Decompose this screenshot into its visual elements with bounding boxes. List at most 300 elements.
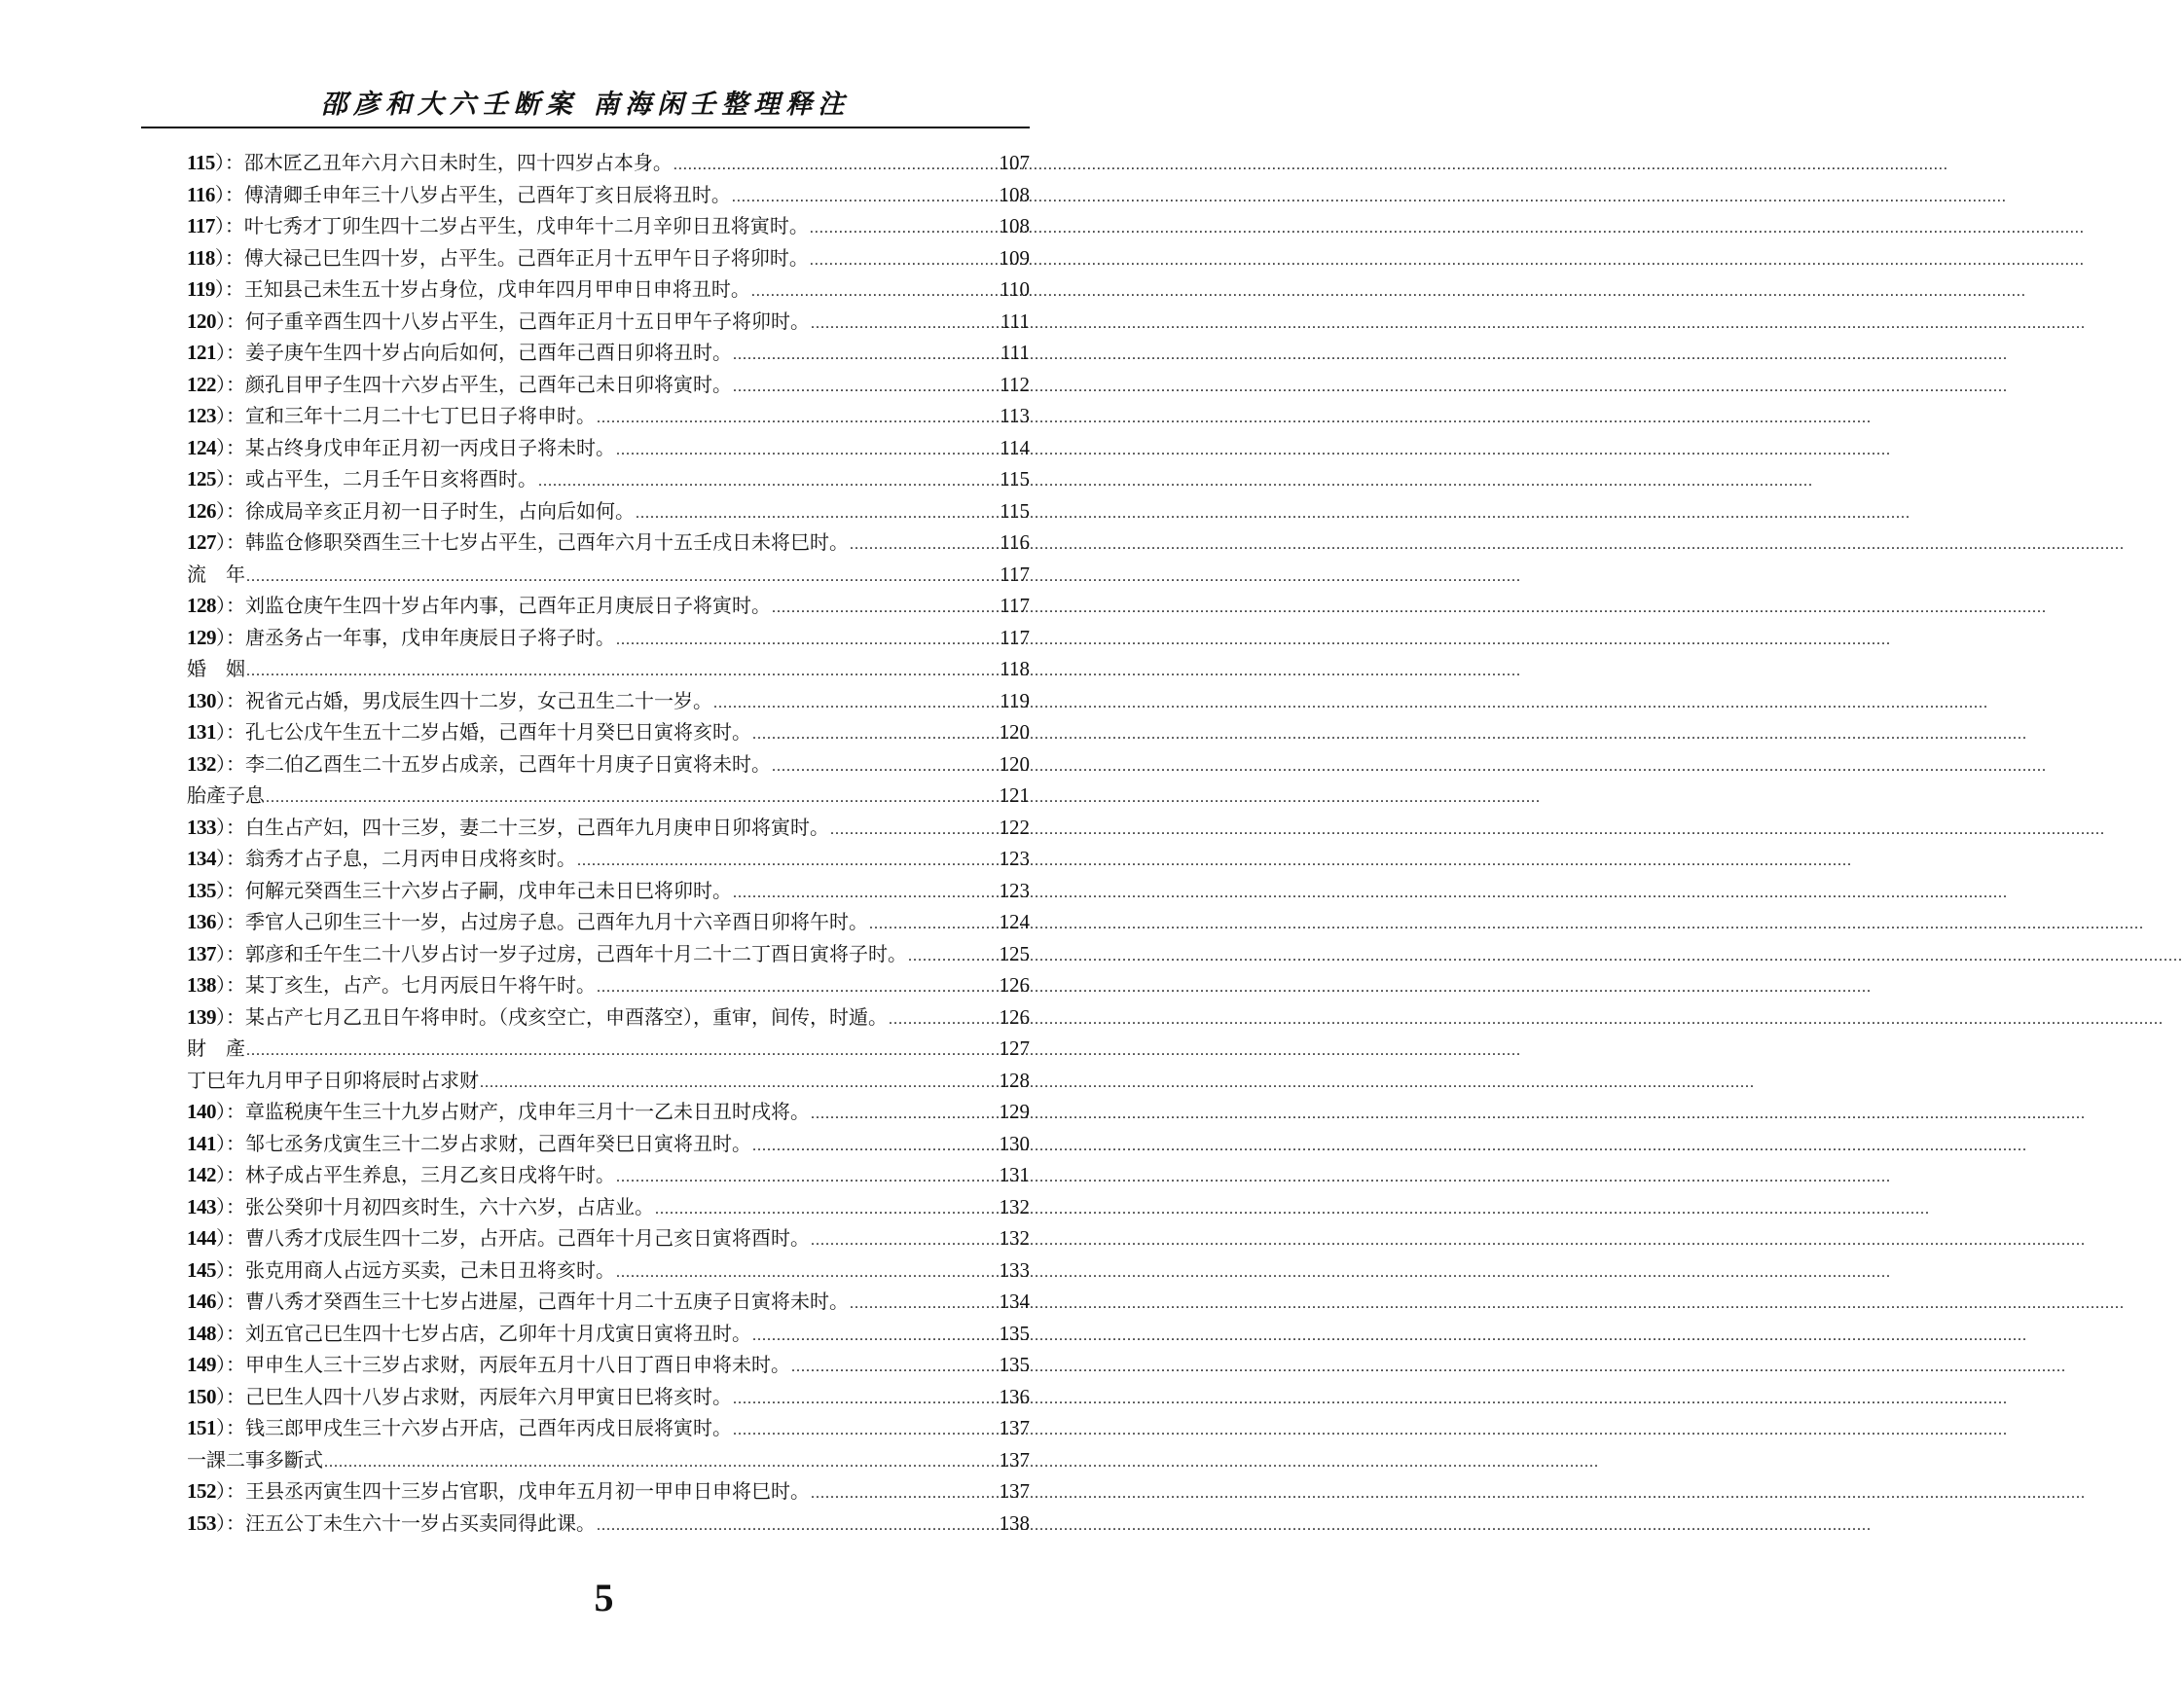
toc-entry-text: 一課二事多斷式 bbox=[187, 1447, 323, 1472]
toc-entry-title bbox=[187, 875, 732, 903]
dot-leader bbox=[830, 821, 999, 839]
toc-entry-title bbox=[187, 273, 750, 302]
toc-entry-page: 138 bbox=[999, 1510, 1030, 1535]
toc-entry-text: 某占产七月乙丑日午将申时。（戌亥空亡，申酉落空），重审，间传，时遁。 bbox=[245, 1004, 888, 1029]
toc-entry-number: 137 bbox=[187, 941, 216, 965]
toc-entry-page: 133 bbox=[999, 1257, 1030, 1282]
toc-entry-text: 丁巳年九月甲子日卯将辰时占求财 bbox=[187, 1068, 479, 1092]
dot-leader bbox=[246, 568, 999, 586]
toc-entry-page: 118 bbox=[1000, 657, 1030, 680]
toc-entry-text: 財 產 bbox=[187, 1036, 245, 1060]
toc-entry-title bbox=[187, 306, 810, 334]
toc-section-heading[interactable] bbox=[187, 1065, 1030, 1097]
toc-entry[interactable] bbox=[187, 432, 1030, 464]
toc-entry-separator: ）： bbox=[216, 1479, 245, 1503]
dot-leader bbox=[811, 1232, 999, 1250]
toc-entry[interactable] bbox=[187, 210, 1030, 242]
toc-entry-title bbox=[187, 210, 809, 238]
toc-entry-separator: ）： bbox=[216, 1100, 245, 1123]
toc-entry-separator: ）： bbox=[216, 309, 245, 333]
toc-entry[interactable] bbox=[187, 337, 1030, 369]
toc-entry-page: 115 bbox=[1000, 467, 1030, 491]
dot-leader bbox=[811, 1485, 999, 1503]
toc-entry[interactable] bbox=[187, 1191, 1030, 1223]
toc-entry-number: 116 bbox=[187, 182, 215, 206]
toc-entry[interactable] bbox=[187, 1001, 1030, 1034]
toc-entry-separator: ）： bbox=[216, 1194, 245, 1218]
toc-entry-text: 流 年 bbox=[187, 562, 245, 586]
dot-leader bbox=[752, 726, 999, 744]
toc-entry-title bbox=[187, 1475, 810, 1504]
toc-entry-separator: ）： bbox=[214, 277, 244, 301]
dot-leader bbox=[908, 948, 999, 965]
toc-entry-title bbox=[187, 622, 615, 650]
toc-entry-page: 113 bbox=[1000, 404, 1030, 427]
toc-entry-text: 汪五公丁未生六十一岁占买卖同得此课。 bbox=[245, 1510, 596, 1535]
toc-entry-text: 曹八秀才戊辰生四十二岁，占开店。己酉年十月己亥日寅将酉时。 bbox=[245, 1226, 810, 1250]
toc-entry-text: 张公癸卯十月初四亥时生，六十六岁，占店业。 bbox=[245, 1194, 654, 1218]
toc-entry[interactable] bbox=[187, 1096, 1030, 1128]
toc-entry-text: 姜子庚午生四十岁占向后如何，己酉年己酉日卯将丑时。 bbox=[245, 341, 732, 364]
toc-entry-number: 138 bbox=[187, 973, 216, 997]
toc-entry-title bbox=[187, 1508, 596, 1536]
toc-entry-title bbox=[187, 400, 596, 428]
toc-entry-page: 137 bbox=[999, 1416, 1030, 1439]
toc-entry-text: 李二伯乙酉生二十五岁占成亲，己酉年十月庚子日寅将未时。 bbox=[245, 751, 771, 776]
toc-entry-text: 何子重辛酉生四十八岁占平生，己酉年正月十五日甲午子将卯时。 bbox=[245, 309, 810, 333]
dot-leader bbox=[732, 189, 999, 206]
toc-entry-page: 117 bbox=[1000, 562, 1030, 586]
toc-entry-page: 126 bbox=[999, 973, 1030, 997]
toc-entry-page: 107 bbox=[999, 151, 1030, 174]
toc-entry[interactable] bbox=[187, 843, 1030, 875]
dot-leader bbox=[850, 1295, 999, 1313]
header-rule bbox=[141, 127, 1030, 128]
toc-entry-separator: ）： bbox=[216, 878, 245, 902]
dot-leader bbox=[772, 758, 999, 776]
toc-entry-text: 张克用商人占远方买卖，己未日丑将亥时。 bbox=[245, 1257, 615, 1282]
toc-entry-text: 己巳生人四十八岁占求财，丙辰年六月甲寅日巳将亥时。 bbox=[245, 1384, 732, 1408]
toc-entry-text: 叶七秀才丁卯生四十二岁占平生，戊申年十二月辛卯日丑将寅时。 bbox=[243, 214, 809, 237]
toc-entry-title bbox=[187, 337, 732, 365]
toc-section-heading[interactable] bbox=[187, 653, 1030, 685]
toc-entry[interactable] bbox=[187, 748, 1030, 781]
toc-entry-number: 134 bbox=[187, 847, 216, 870]
toc-entry-text: 孔七公戊午生五十二岁占婚，己酉年十月癸巳日寅将亥时。 bbox=[245, 720, 751, 744]
toc-entry-number: 144 bbox=[187, 1226, 216, 1250]
toc-entry[interactable] bbox=[187, 273, 1030, 306]
toc-entry-page: 127 bbox=[999, 1036, 1030, 1060]
dot-leader bbox=[733, 885, 999, 902]
toc-entry-page: 137 bbox=[999, 1447, 1030, 1472]
dot-leader bbox=[673, 157, 999, 174]
toc-entry-title bbox=[187, 432, 615, 460]
dot-leader bbox=[791, 1359, 999, 1376]
toc-entry-title bbox=[187, 1254, 615, 1283]
dot-leader bbox=[266, 789, 999, 807]
dot-leader bbox=[869, 916, 999, 933]
toc-entry-page: 131 bbox=[999, 1163, 1030, 1186]
toc-entry-text: 唐丞务占一年事，戊申年庚辰日子将子时。 bbox=[245, 625, 615, 649]
toc-entry-number: 128 bbox=[187, 594, 216, 617]
toc-entry-text: 季官人己卯生三十一岁，占过房子息。己酉年九月十六辛酉日卯将午时。 bbox=[245, 910, 868, 933]
toc-entry-text: 钱三郎甲戌生三十六岁占开店，己酉年丙戌日辰将寅时。 bbox=[245, 1416, 732, 1439]
toc-entry-separator: ）： bbox=[216, 1510, 245, 1535]
toc-entry-title bbox=[187, 242, 809, 271]
toc-entry-title bbox=[187, 1444, 323, 1472]
toc-entry-text: 徐成局辛亥正月初一日子时生，占向后如何。 bbox=[245, 498, 635, 523]
toc-entry-number: 122 bbox=[187, 372, 216, 396]
dot-leader bbox=[597, 1517, 999, 1535]
dot-leader bbox=[752, 1138, 999, 1155]
toc-entry-text: 林子成占平生养息，三月乙亥日戌将午时。 bbox=[245, 1163, 615, 1186]
toc-entry-separator: ）： bbox=[216, 751, 245, 776]
toc-entry[interactable] bbox=[187, 400, 1030, 432]
toc-entry-number: 152 bbox=[187, 1479, 216, 1503]
toc-entry-text: 翁秀才占子息，二月丙申日戌将亥时。 bbox=[245, 847, 576, 870]
toc-entry-title bbox=[187, 843, 576, 871]
toc-entry-text: 婚 姻 bbox=[187, 657, 245, 680]
toc-entry[interactable] bbox=[187, 147, 1030, 179]
toc-entry[interactable] bbox=[187, 906, 1030, 938]
toc-entry-page: 117 bbox=[1000, 594, 1030, 617]
toc-entry-text: 傅清卿壬申年三十八岁占平生，己酉年丁亥日辰将丑时。 bbox=[243, 182, 731, 206]
dot-leader bbox=[811, 315, 1000, 333]
toc-entry-separator: ）： bbox=[216, 847, 245, 870]
toc-entry-page: 120 bbox=[999, 720, 1030, 744]
toc-entry-text: 或占平生，二月壬午日亥将酉时。 bbox=[245, 467, 537, 491]
toc-entry-separator: ）： bbox=[216, 594, 245, 617]
toc-entry-separator: ）： bbox=[214, 182, 244, 206]
toc-entry-title bbox=[187, 1222, 810, 1251]
toc-entry-title bbox=[187, 1001, 888, 1030]
dot-leader bbox=[616, 442, 999, 459]
toc-entry[interactable] bbox=[187, 1254, 1030, 1287]
toc-entry-page: 115 bbox=[1000, 498, 1030, 523]
toc-entry[interactable] bbox=[187, 590, 1030, 622]
toc-entry-number: 121 bbox=[187, 341, 216, 364]
toc-entry-page: 135 bbox=[999, 1321, 1030, 1345]
toc-entry-title bbox=[187, 716, 751, 745]
toc-entry-text: 白生占产妇，四十三岁，妻二十三岁，己酉年九月庚申日卯将寅时。 bbox=[245, 815, 829, 839]
toc-entry-text: 刘五官己巳生四十七岁占店，乙卯年十月戊寅日寅将丑时。 bbox=[245, 1321, 751, 1345]
toc-entry-separator: ）： bbox=[216, 404, 245, 427]
dot-leader bbox=[810, 220, 999, 237]
toc-entry-page: 111 bbox=[1001, 309, 1030, 333]
toc-entry[interactable] bbox=[187, 1475, 1030, 1508]
toc-entry-separator: ）： bbox=[214, 245, 244, 270]
toc-entry-page: 110 bbox=[1000, 277, 1030, 301]
dot-leader bbox=[616, 632, 999, 649]
toc-entry-page: 111 bbox=[1001, 341, 1030, 364]
table-of-contents bbox=[187, 147, 1030, 1539]
toc-entry-number: 141 bbox=[187, 1131, 216, 1155]
dot-leader bbox=[616, 1264, 999, 1282]
toc-entry-page: 132 bbox=[999, 1226, 1030, 1250]
toc-entry-text: 宣和三年十二月二十七丁巳日子将申时。 bbox=[245, 404, 596, 427]
toc-entry-title bbox=[187, 653, 245, 681]
toc-entry-title bbox=[187, 495, 635, 524]
toc-entry-title bbox=[187, 969, 596, 998]
dot-leader bbox=[538, 473, 999, 491]
toc-entry-separator: ）： bbox=[216, 467, 245, 491]
dot-leader bbox=[616, 1169, 999, 1186]
toc-entry-title bbox=[187, 780, 265, 808]
dot-leader bbox=[810, 252, 999, 270]
toc-entry-separator: ）： bbox=[216, 435, 245, 459]
dot-leader bbox=[655, 1201, 999, 1218]
toc-entry-title bbox=[187, 1286, 849, 1314]
toc-entry-separator: ）： bbox=[216, 372, 245, 396]
toc-entry-number: 150 bbox=[187, 1384, 216, 1408]
toc-entry-number: 139 bbox=[187, 1004, 216, 1029]
toc-entry-number: 148 bbox=[187, 1321, 216, 1345]
toc-entry[interactable] bbox=[187, 1128, 1030, 1160]
toc-entry[interactable] bbox=[187, 716, 1030, 748]
dot-leader bbox=[324, 1454, 999, 1472]
toc-entry-title bbox=[187, 1381, 732, 1409]
toc-entry-title bbox=[187, 812, 829, 840]
toc-entry-separator: ）： bbox=[216, 1131, 245, 1155]
toc-entry-text: 祝省元占婚，男戊辰生四十二岁，女己丑生二十一岁。 bbox=[245, 688, 712, 712]
toc-entry-page: 121 bbox=[999, 783, 1030, 807]
toc-entry-text: 王县丞丙寅生四十三岁占官职，戊申年五月初一甲申日申将巳时。 bbox=[245, 1479, 810, 1503]
toc-entry-title bbox=[187, 527, 849, 555]
toc-entry[interactable] bbox=[187, 875, 1030, 907]
toc-entry-page: 112 bbox=[1000, 372, 1030, 396]
dot-leader bbox=[733, 346, 1000, 364]
toc-entry-page: 136 bbox=[999, 1384, 1030, 1408]
page-header-title: 邵彦和大六壬断案 南海闲壬整理释注 bbox=[320, 90, 851, 120]
toc-entry[interactable] bbox=[187, 1381, 1030, 1413]
toc-entry-title bbox=[187, 1412, 732, 1440]
toc-entry-separator: ）： bbox=[216, 1353, 245, 1376]
toc-entry-title bbox=[187, 1318, 751, 1346]
toc-entry-page: 123 bbox=[999, 878, 1030, 902]
toc-entry-page: 137 bbox=[999, 1479, 1030, 1503]
toc-entry-text: 邵木匠乙丑年六月六日未时生，四十四岁占本身。 bbox=[243, 151, 673, 174]
toc-entry-text: 某丁亥生，占产。七月丙辰日午将午时。 bbox=[245, 973, 596, 997]
toc-section-heading[interactable] bbox=[187, 1033, 1030, 1065]
toc-entry-separator: ）： bbox=[214, 151, 244, 174]
toc-entry-title bbox=[187, 1128, 751, 1156]
toc-entry-number: 142 bbox=[187, 1163, 216, 1186]
toc-entry-title bbox=[187, 590, 771, 618]
toc-entry-title bbox=[187, 748, 771, 777]
toc-entry-separator: ）： bbox=[216, 1226, 245, 1250]
toc-entry-number: 119 bbox=[187, 277, 215, 301]
toc-entry-number: 123 bbox=[187, 404, 216, 427]
toc-entry-title bbox=[187, 147, 673, 175]
toc-entry-page: 119 bbox=[1000, 688, 1030, 712]
toc-entry[interactable] bbox=[187, 622, 1030, 654]
toc-entry-title bbox=[187, 463, 537, 491]
toc-entry-separator: ）： bbox=[216, 910, 245, 933]
toc-entry-title bbox=[187, 1033, 245, 1061]
dot-leader bbox=[733, 379, 999, 396]
toc-entry-title bbox=[187, 685, 712, 713]
toc-entry[interactable] bbox=[187, 1318, 1030, 1350]
toc-section-heading[interactable] bbox=[187, 780, 1030, 812]
toc-entry-separator: ）： bbox=[214, 214, 244, 237]
toc-entry[interactable] bbox=[187, 1349, 1030, 1381]
toc-entry-text: 刘监仓庚午生四十岁占年内事，己酉年正月庚辰日子将寅时。 bbox=[245, 594, 771, 617]
toc-entry-title bbox=[187, 1096, 810, 1124]
toc-entry[interactable] bbox=[187, 938, 1030, 970]
dot-leader bbox=[577, 853, 999, 870]
toc-entry-text: 何解元癸酉生三十六岁占子嗣，戊申年己未日巳将卯时。 bbox=[245, 878, 732, 902]
toc-entry-number: 133 bbox=[187, 815, 216, 839]
toc-entry-separator: ）： bbox=[216, 498, 245, 523]
toc-entry-page: 123 bbox=[999, 847, 1030, 870]
toc-entry-title bbox=[187, 559, 245, 587]
toc-entry-title bbox=[187, 1159, 615, 1187]
toc-entry[interactable] bbox=[187, 495, 1030, 527]
toc-entry-separator: ）： bbox=[216, 720, 245, 744]
dot-leader bbox=[713, 695, 999, 712]
dot-leader bbox=[246, 1042, 999, 1060]
toc-entry-page: 109 bbox=[999, 245, 1030, 270]
toc-entry-text: 曹八秀才癸酉生三十七岁占进屋，己酉年十月二十五庚子日寅将未时。 bbox=[245, 1290, 849, 1313]
toc-entry-number: 143 bbox=[187, 1194, 216, 1218]
toc-entry-number: 129 bbox=[187, 625, 216, 649]
toc-entry-page: 124 bbox=[999, 910, 1030, 933]
toc-entry-number: 131 bbox=[187, 720, 216, 744]
toc-entry-title bbox=[187, 1191, 654, 1219]
dot-leader bbox=[772, 600, 999, 617]
toc-entry-page: 122 bbox=[999, 815, 1030, 839]
toc-entry-text: 傅大禄己巳生四十岁，占平生。己酉年正月十五甲午日子将卯时。 bbox=[243, 245, 809, 270]
dot-leader bbox=[751, 283, 999, 301]
dot-leader bbox=[597, 979, 999, 997]
toc-entry-page: 120 bbox=[999, 751, 1030, 776]
toc-entry[interactable] bbox=[187, 1286, 1030, 1318]
toc-entry-number: 140 bbox=[187, 1100, 216, 1123]
toc-entry-number: 115 bbox=[187, 151, 215, 174]
toc-entry-separator: ）： bbox=[216, 1321, 245, 1345]
dot-leader bbox=[636, 505, 999, 523]
toc-entry[interactable] bbox=[187, 1412, 1030, 1444]
toc-entry-page: 134 bbox=[999, 1290, 1030, 1313]
toc-entry-number: 135 bbox=[187, 878, 216, 902]
dot-leader bbox=[889, 1011, 999, 1029]
toc-entry-text: 邹七丞务戊寅生三十二岁占求财，己酉年癸巳日寅将丑时。 bbox=[245, 1131, 751, 1155]
toc-entry[interactable] bbox=[187, 369, 1030, 401]
toc-entry-title bbox=[187, 179, 731, 207]
page-number: 5 bbox=[594, 1576, 614, 1619]
toc-entry-page: 126 bbox=[999, 1004, 1030, 1029]
toc-entry-number: 118 bbox=[187, 245, 215, 270]
toc-entry-number: 120 bbox=[187, 309, 216, 333]
toc-entry-separator: ）： bbox=[216, 1163, 245, 1186]
toc-entry-page: 117 bbox=[1000, 625, 1030, 649]
toc-entry-separator: ）： bbox=[216, 1257, 245, 1282]
toc-entry-page: 108 bbox=[999, 182, 1030, 206]
toc-entry-separator: ）： bbox=[216, 941, 245, 965]
toc-entry-text: 颜孔目甲子生四十六岁占平生，己酉年己未日卯将寅时。 bbox=[245, 372, 732, 396]
toc-entry[interactable] bbox=[187, 685, 1030, 717]
toc-entry-page: 116 bbox=[1000, 530, 1030, 554]
toc-entry[interactable] bbox=[187, 969, 1030, 1001]
dot-leader bbox=[480, 1074, 999, 1092]
toc-entry-number: 145 bbox=[187, 1257, 216, 1282]
toc-entry-number: 117 bbox=[187, 214, 215, 237]
toc-entry-page: 114 bbox=[1000, 435, 1030, 459]
toc-entry-page: 125 bbox=[999, 941, 1030, 965]
toc-entry-text: 郭彦和壬午生二十八岁占讨一岁子过房，己酉年十月二十二丁酉日寅将子时。 bbox=[245, 941, 907, 965]
toc-entry-text: 胎產子息 bbox=[187, 783, 265, 807]
toc-entry-page: 129 bbox=[999, 1100, 1030, 1123]
toc-entry-page: 135 bbox=[999, 1353, 1030, 1376]
toc-entry-number: 132 bbox=[187, 751, 216, 776]
toc-entry-title bbox=[187, 906, 868, 934]
toc-entry-separator: ）： bbox=[216, 341, 245, 364]
toc-entry[interactable] bbox=[187, 1222, 1030, 1254]
toc-entry-text: 王知县己未生五十岁占身位，戊申年四月甲申日申将丑时。 bbox=[243, 277, 750, 301]
toc-entry[interactable] bbox=[187, 306, 1030, 338]
dot-leader bbox=[811, 1106, 999, 1123]
toc-entry[interactable] bbox=[187, 463, 1030, 495]
dot-leader bbox=[850, 536, 999, 554]
toc-entry-separator: ）： bbox=[216, 1290, 245, 1313]
dot-leader bbox=[246, 663, 999, 680]
toc-entry-separator: ）： bbox=[216, 973, 245, 997]
toc-entry-title bbox=[187, 369, 732, 397]
toc-entry[interactable] bbox=[187, 179, 1030, 211]
toc-entry-page: 130 bbox=[999, 1131, 1030, 1155]
toc-entry-number: 146 bbox=[187, 1290, 216, 1313]
dot-leader bbox=[597, 410, 999, 427]
toc-entry-number: 127 bbox=[187, 530, 216, 554]
toc-entry-separator: ）： bbox=[216, 625, 245, 649]
toc-entry[interactable] bbox=[187, 1159, 1030, 1191]
toc-entry-number: 124 bbox=[187, 435, 216, 459]
toc-entry-number: 153 bbox=[187, 1510, 216, 1535]
toc-entry-title bbox=[187, 1349, 790, 1377]
toc-entry-text: 某占终身戊申年正月初一丙戌日子将未时。 bbox=[245, 435, 615, 459]
toc-entry-text: 章监税庚午生三十九岁占财产，戊申年三月十一乙未日丑时戌将。 bbox=[245, 1100, 810, 1123]
toc-entry-number: 151 bbox=[187, 1416, 216, 1439]
dot-leader bbox=[752, 1327, 999, 1345]
toc-entry-separator: ）： bbox=[216, 688, 245, 712]
toc-entry-number: 149 bbox=[187, 1353, 216, 1376]
toc-entry-text: 甲申生人三十三岁占求财，丙辰年五月十八日丁酉日申将未时。 bbox=[245, 1353, 790, 1376]
toc-entry-page: 128 bbox=[999, 1068, 1030, 1092]
toc-entry-separator: ）： bbox=[216, 815, 245, 839]
toc-entry-number: 126 bbox=[187, 498, 216, 523]
dot-leader bbox=[733, 1391, 999, 1408]
toc-entry[interactable] bbox=[187, 242, 1030, 274]
toc-entry-title bbox=[187, 1065, 479, 1093]
toc-entry-text: 韩监仓修职癸酉生三十七岁占平生，己酉年六月十五壬戌日未将巳时。 bbox=[245, 530, 849, 554]
toc-entry-separator: ）： bbox=[216, 1384, 245, 1408]
toc-entry-number: 125 bbox=[187, 467, 216, 491]
toc-entry-page: 108 bbox=[999, 214, 1030, 237]
toc-entry[interactable] bbox=[187, 812, 1030, 844]
toc-entry-title bbox=[187, 938, 907, 966]
dot-leader bbox=[733, 1422, 999, 1439]
toc-section-heading[interactable] bbox=[187, 1444, 1030, 1476]
toc-entry-number: 136 bbox=[187, 910, 216, 933]
toc-section-heading[interactable] bbox=[187, 559, 1030, 591]
toc-entry[interactable] bbox=[187, 1508, 1030, 1540]
toc-entry[interactable] bbox=[187, 527, 1030, 559]
toc-entry-separator: ）： bbox=[216, 1416, 245, 1439]
toc-entry-number: 130 bbox=[187, 688, 216, 712]
toc-entry-page: 132 bbox=[999, 1194, 1030, 1218]
toc-entry-separator: ）： bbox=[216, 530, 245, 554]
toc-entry-separator: ）： bbox=[216, 1004, 245, 1029]
